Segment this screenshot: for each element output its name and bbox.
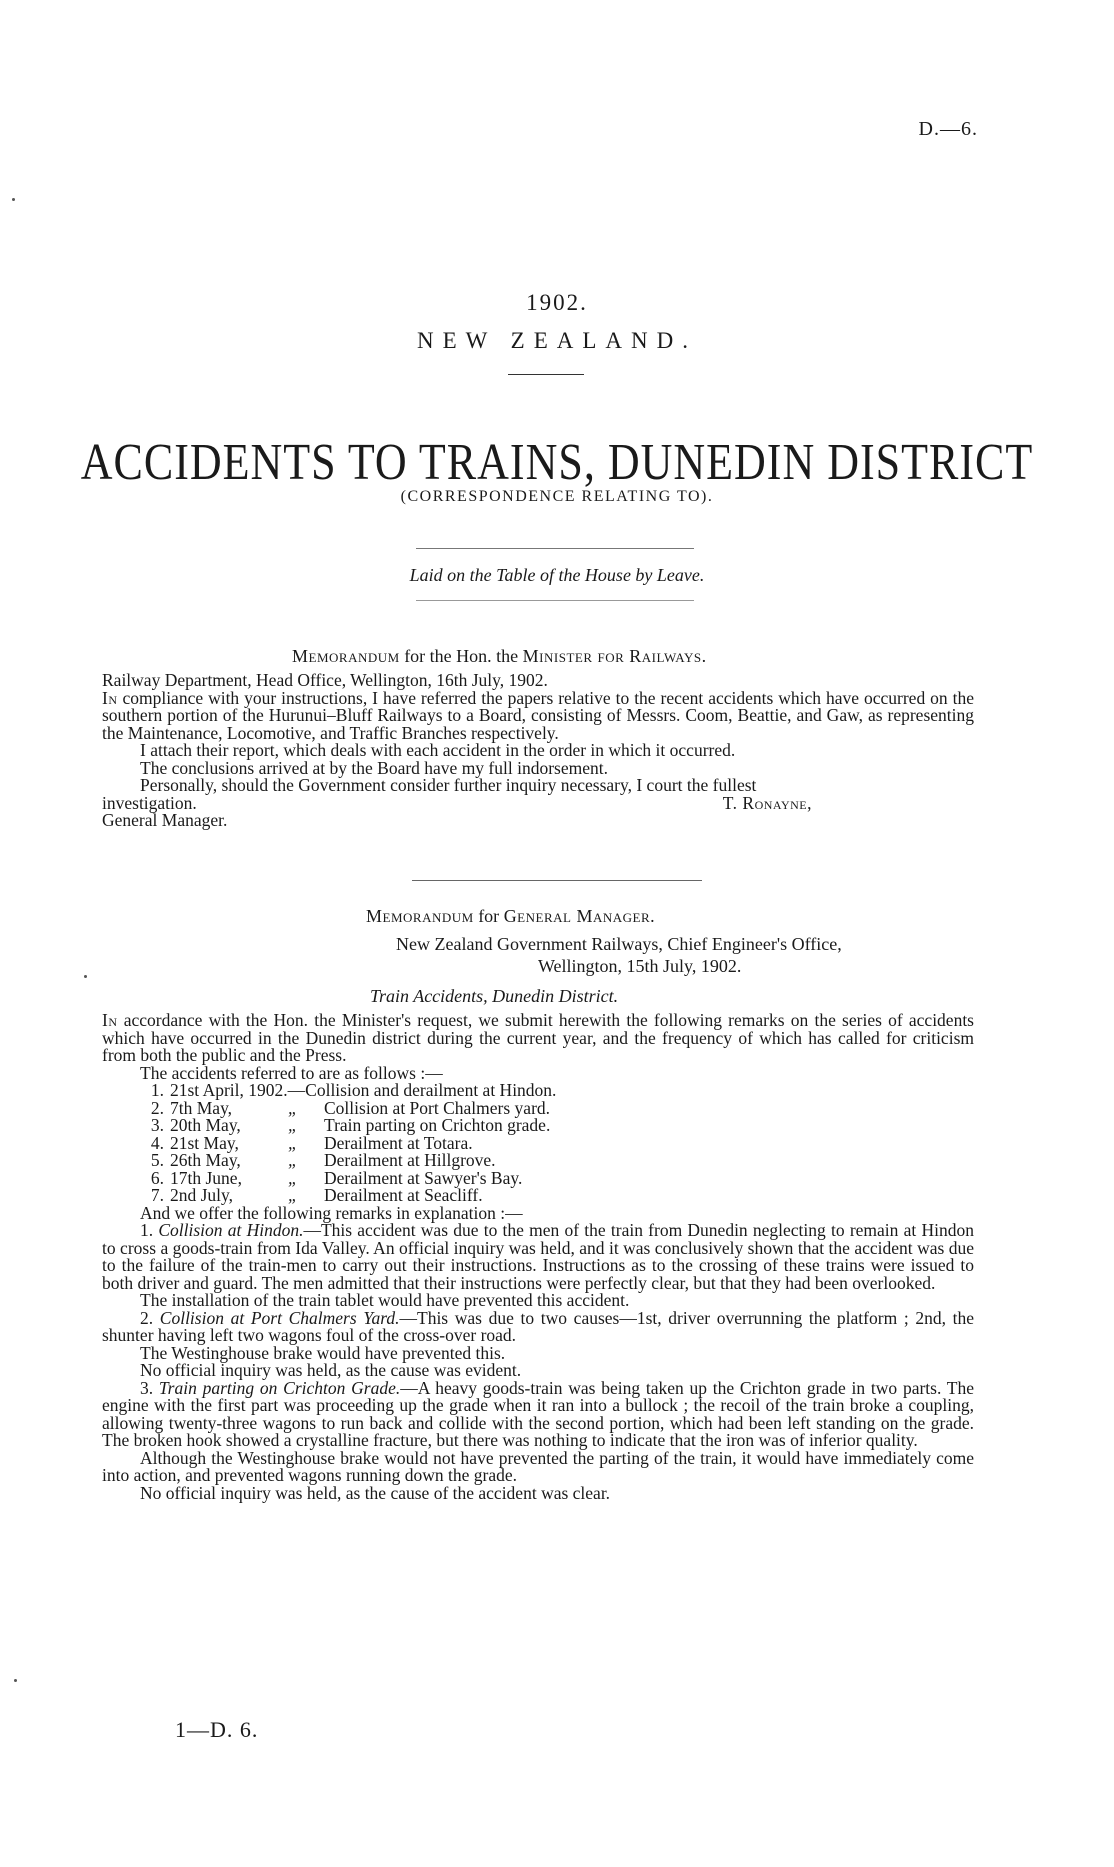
list-item: 2. 7th May, „ Collision at Port Chalmers yard.: [150, 1097, 551, 1118]
paragraph: And we offer the following remarks in explanation :—: [140, 1202, 523, 1223]
document-subtitle: (CORRESPONDENCE RELATING TO).: [400, 488, 714, 505]
document-year: 1902.: [526, 290, 588, 315]
signature-title: General Manager.: [102, 810, 228, 830]
memo-heading-manager: Memorandum for General Manager.: [366, 906, 656, 926]
paragraph: In accordance with the Hon. the Minister's request, we submit herewith the following remarks on the series of accidents which have occurred in the Dunedin district during the current year, and the frequency of which has called for criticism from both the public and the Press.: [102, 1010, 974, 1065]
short-rule: [508, 374, 584, 375]
paragraph: The conclusions arrived at by the Board have my full indorsement.: [140, 757, 608, 778]
laid-on-table-note: Laid on the Table of the House by Leave.: [409, 565, 705, 585]
signature-name: T. Ronayne,: [722, 792, 812, 813]
document-title: ACCIDENTS TO TRAINS, DUNEDIN DISTRICT: [80, 433, 1034, 491]
signature-line: investigation. T. Ronayne,: [102, 795, 974, 813]
country-heading: NEW ZEALAND.: [416, 328, 698, 353]
paragraph: The Westinghouse brake would have prevented this.: [140, 1342, 506, 1363]
paper-speck: [84, 975, 87, 978]
list-item: 5. 26th May, „ Derailment at Hillgrove.: [150, 1150, 496, 1170]
memo-address: Railway Department, Head Office, Wellington, 16th July, 1902.: [102, 670, 548, 690]
memo-manager-body: [102, 1012, 974, 1502]
paragraph: In compliance with your instructions, I have referred the papers relative to the recent accidents which have occurred on the southern portion of the Hurunui–Bluff Railways to a Board, consisting of Messrs. Coom, Beattie, and Gaw, as representing the Maintenance, Locomotive, and Traffic Branches respectively.: [102, 687, 974, 743]
footer-reference: 1—D. 6.: [175, 1717, 259, 1742]
paragraph: The installation of the train tablet would have prevented this accident.: [140, 1290, 630, 1310]
paragraph: 1. Collision at Hindon.—This accident was due to the men of the train from Dunedin neglecting to remain at Hindon to cross a goods-train from Ida Valley. An official inquiry was held, and it was conclusively shown that the accident was due to the failure of the train-men to carry out their instructions. Instructions as to the crossing of these trains were issued to both driver and guard. The men admitted that their instructions were perfectly clear, but that they had been overlooked.: [102, 1220, 974, 1293]
paragraph: No official inquiry was held, as the cause of the accident was clear.: [140, 1482, 611, 1503]
memo-address-line: Wellington, 15th July, 1902.: [538, 956, 742, 976]
paragraph: I attach their report, which deals with each accident in the order in which it occurred.: [140, 740, 736, 760]
accident-list: [102, 1082, 974, 1205]
section-title: Train Accidents, Dunedin District.: [370, 986, 619, 1006]
list-item: 6. 17th June, „ Derailment at Sawyer's Bay.: [150, 1167, 523, 1188]
page-reference: D.—6.: [918, 118, 978, 140]
list-item: 7. 2nd July, „ Derailment at Seacliff.: [150, 1185, 483, 1205]
divider-rule: [416, 548, 694, 549]
paragraph: The accidents referred to are as follows :—: [140, 1062, 443, 1083]
paper-speck: [14, 1679, 17, 1682]
paragraph: Personally, should the Government consider further inquiry necessary, I court the fullest: [140, 775, 757, 795]
list-item: 4. 21st May, „ Derailment at Totara.: [150, 1132, 473, 1153]
memo-minister-body: [102, 672, 974, 830]
divider-rule: [412, 880, 702, 881]
paper-speck: [12, 198, 15, 201]
list-item: 1. 21st April, 1902.— Collision and derailment at Hindon.: [150, 1080, 557, 1100]
paragraph: No official inquiry was held, as the cause was evident.: [140, 1360, 522, 1380]
memo-address-line: New Zealand Government Railways, Chief Engineer's Office,: [396, 934, 842, 954]
list-item: 3. 20th May, „ Train parting on Crichton grade.: [150, 1115, 551, 1135]
paragraph: 2. Collision at Port Chalmers Yard.—This was due to two causes—1st, driver overrunning the platform ; 2nd, the shunter having left two wagons foul of the cross-over road.: [102, 1307, 974, 1345]
memo-heading-minister: Memorandum for the Hon. the Minister for Railways.: [292, 646, 707, 666]
divider-rule: [416, 600, 694, 601]
paragraph: 3. Train parting on Crichton Grade.—A heavy goods-train was being taken up the Crichton grade in two parts. The engine with the first part was proceeding up the grade when it ran into a bullock ; the recoil of the train broke a coupling, allowing twenty-three wagons to run back and collide with the second portion, which had been left standing on the grade. The broken hook showed a crystalline fracture, but there was nothing to indicate that the iron was of inferior quality.: [102, 1377, 974, 1450]
paragraph: Although the Westinghouse brake would not have prevented the parting of the train, it would have immediately come into action, and prevented wagons running down the grade.: [102, 1447, 974, 1485]
